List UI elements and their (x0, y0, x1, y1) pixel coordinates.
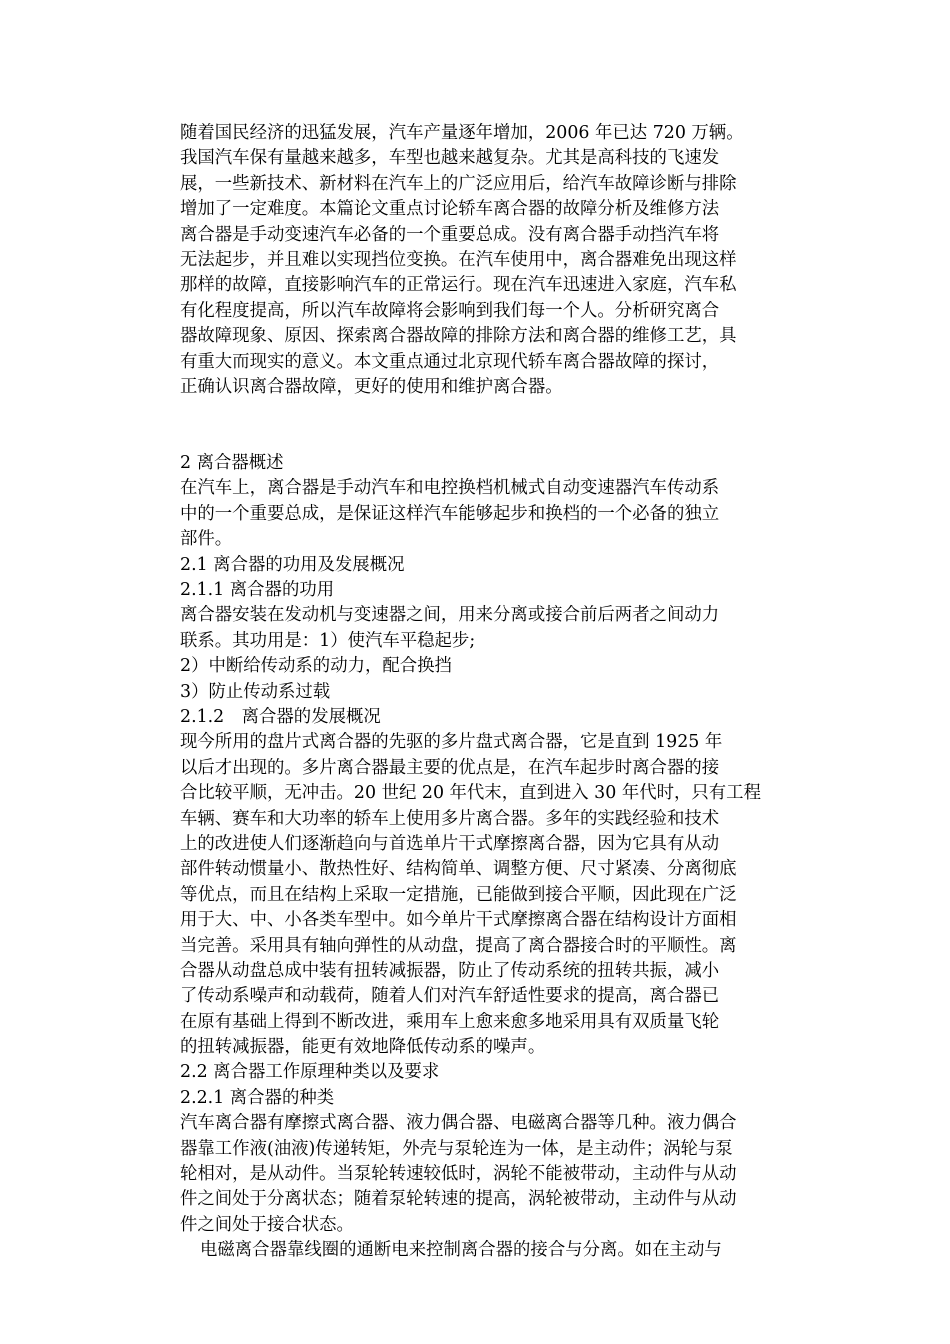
text-line: 汽车离合器有摩擦式离合器、液力偶合器、电磁离合器等几种。液力偶合 (180, 1113, 737, 1134)
subsubsection-heading: 2.2.1 离合器的种类 (180, 1087, 335, 1108)
text-line: 在汽车上，离合器是手动汽车和电控换档机械式自动变速器汽车传动系 (180, 478, 720, 499)
text-line: 离合器是手动变速汽车必备的一个重要总成。没有离合器手动挡汽车将 (180, 224, 720, 245)
text-line: 正确认识离合器故障，更好的使用和维护离合器。 (180, 376, 563, 397)
text-line: 上的改进使人们逐渐趋向与首选单片干式摩擦离合器，因为它具有从动 (180, 833, 720, 854)
text-line: 中的一个重要总成，是保证这样汽车能够起步和换档的一个必备的独立 (180, 503, 720, 524)
text-line: 器靠工作液(油液)传递转矩，外壳与泵轮连为一体，是主动件；涡轮与泵 (180, 1138, 733, 1159)
section-body (180, 730, 780, 1060)
text-line: 合器从动盘总成中装有扭转减振器，防止了传动系统的扭转共振，减小 (180, 960, 720, 981)
subsubsection-heading: 2.1.2 离合器的发展概况 (180, 706, 381, 727)
text-line: 有重大而现实的意义。本文重点通过北京现代轿车离合器故障的探讨， (180, 351, 720, 372)
document-page (180, 121, 780, 1264)
text-line: 车辆、赛车和大功率的轿车上使用多片离合器。多年的实践经验和技术 (180, 808, 720, 829)
text-line: 随着国民经济的迅猛发展，汽车产量逐年增加，2006 年已达 720 万辆。 (180, 123, 744, 143)
text-line: 件之间处于接合状态。 (180, 1214, 354, 1235)
text-line: 联系。其功用是：1）使汽车平稳起步; (180, 630, 476, 651)
section-body (180, 1111, 780, 1263)
text-line: 电磁离合器靠线圈的通断电来控制离合器的接合与分离。如在主动与 (200, 1240, 722, 1261)
text-line: 合比较平顺，无冲击。20 世纪 20 年代末，直到进入 30 年代时，只有工程 (180, 783, 761, 804)
text-line: 展，一些新技术、新材料在汽车上的广泛应用后，给汽车故障诊断与排除 (180, 173, 737, 194)
text-line: 我国汽车保有量越来越多，车型也越来越复杂。尤其是高科技的飞速发 (180, 148, 720, 169)
text-line: 当完善。采用具有轴向弹性的从动盘，提高了离合器接合时的平顺性。离 (180, 935, 737, 956)
text-line: 了传动系噪声和动载荷，随着人们对汽车舒适性要求的提高，离合器已 (180, 986, 720, 1007)
text-line: 以后才出现的。多片离合器最主要的优点是，在汽车起步时离合器的接 (180, 757, 720, 778)
text-line: 离合器安装在发动机与变速器之间，用来分离或接合前后两者之间动力 (180, 605, 720, 626)
intro-paragraph (180, 121, 780, 400)
section-heading: 2 离合器概述 (180, 453, 284, 474)
text-line: 部件。 (180, 529, 233, 550)
text-line: 在原有基础上得到不断改进，乘用车上愈来愈多地采用具有双质量飞轮 (180, 1011, 720, 1032)
text-line: 增加了一定难度。本篇论文重点讨论轿车离合器的故障分析及维修方法 (180, 199, 720, 220)
list-item: 2）中断给传动系的动力，配合换挡 (180, 656, 452, 677)
text-line: 等优点，而且在结构上采取一定措施，已能做到接合平顺，因此现在广泛 (180, 884, 737, 905)
section-body (180, 603, 780, 705)
subsubsection-heading: 2.1.1 离合器的功用 (180, 580, 335, 601)
text-line: 那样的故障，直接影响汽车的正常运行。现在汽车迅速进入家庭，汽车私 (180, 275, 737, 296)
subsection-heading: 2.2 离合器工作原理种类以及要求 (180, 1062, 440, 1083)
subsection-heading: 2.1 离合器的功用及发展概况 (180, 554, 405, 575)
paragraph-gap (180, 400, 780, 425)
text-line: 部件转动惯量小、散热性好、结构简单、调整方便、尺寸紧凑、分离彻底 (180, 859, 737, 880)
paragraph-gap (180, 426, 780, 451)
text-line: 的扭转减振器，能更有效地降低传动系的噪声。 (180, 1037, 546, 1058)
text-line: 器故障现象、原因、探索离合器故障的排除方法和离合器的维修工艺，具 (180, 326, 737, 347)
text-line: 件之间处于分离状态；随着泵轮转速的提高，涡轮被带动，主动件与从动 (180, 1189, 737, 1210)
text-line: 用于大、中、小各类车型中。如今单片干式摩擦离合器在结构设计方面相 (180, 910, 737, 931)
section-body (180, 476, 780, 552)
text-line: 有化程度提高，所以汽车故障将会影响到我们每一个人。分析研究离合 (180, 300, 720, 321)
list-item: 3）防止传动系过载 (180, 681, 331, 702)
text-line: 无法起步，并且难以实现挡位变换。在汽车使用中，离合器难免出现这样 (180, 249, 737, 270)
text-line: 轮相对，是从动件。当泵轮转速较低时，涡轮不能被带动，主动件与从动 (180, 1164, 737, 1185)
text-line: 现今所用的盘片式离合器的先驱的多片盘式离合器，它是直到 1925 年 (180, 732, 723, 753)
